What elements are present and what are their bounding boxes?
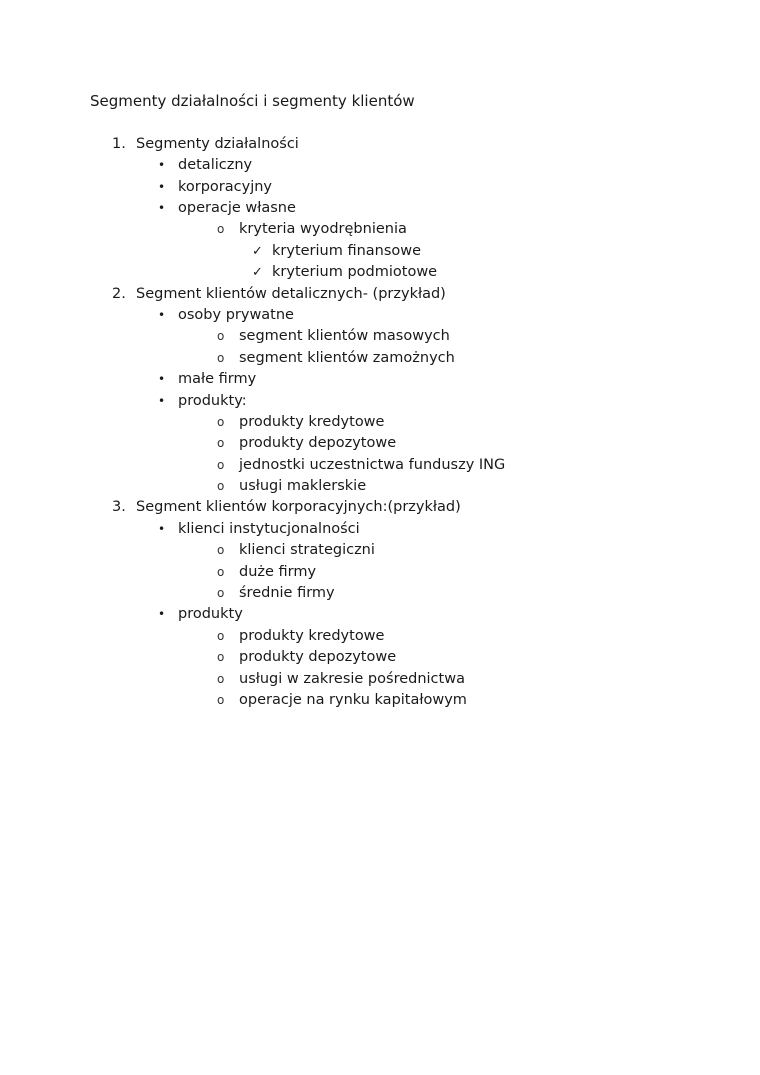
bullet-icon: •: [158, 372, 166, 386]
list-item: [252, 262, 437, 283]
circle-bullet-icon: o: [217, 650, 225, 664]
list-item-text: średnie firmy: [239, 585, 335, 601]
circle-bullet-icon: o: [217, 693, 225, 707]
list-item-text: produkty depozytowe: [239, 649, 397, 665]
list-item: [217, 219, 407, 240]
bullet-icon: •: [158, 308, 166, 322]
list-item-text: produkty depozytowe: [239, 435, 397, 451]
list-item: [217, 433, 396, 454]
list-item-text: jednostki uczestnictwa funduszy ING: [239, 457, 506, 473]
list-item-text: kryterium finansowe: [272, 243, 422, 259]
circle-bullet-icon: o: [217, 565, 225, 579]
circle-bullet-icon: o: [217, 351, 225, 365]
list-item: [158, 155, 252, 176]
list-item: [158, 305, 294, 326]
circle-bullet-icon: o: [217, 436, 225, 450]
section-1-heading: [112, 134, 299, 155]
list-item: [217, 540, 375, 561]
list-item: [158, 177, 272, 198]
list-item: [158, 369, 256, 390]
bullet-icon: •: [158, 180, 166, 194]
list-item: [252, 241, 421, 262]
list-item-text: produkty:: [178, 393, 247, 409]
bullet-icon: •: [158, 607, 166, 621]
circle-bullet-icon: o: [217, 329, 225, 343]
list-item-text: klienci strategiczni: [239, 542, 375, 558]
section-1-title: Segmenty działalności: [136, 136, 299, 152]
list-item-text: segment klientów zamożnych: [239, 350, 455, 366]
list-item: [217, 476, 366, 497]
list-item: [217, 348, 455, 369]
list-item-text: osoby prywatne: [178, 307, 294, 323]
list-item-text: kryteria wyodrębnienia: [239, 221, 407, 237]
circle-bullet-icon: o: [217, 222, 225, 236]
list-item-text: usługi maklerskie: [239, 478, 367, 494]
document-title: Segmenty działalności i segmenty klientów: [90, 92, 415, 110]
list-item: [217, 412, 384, 433]
list-item: [217, 562, 316, 583]
section-3-heading: [112, 497, 461, 518]
bullet-icon: •: [158, 522, 166, 536]
list-item: [217, 583, 335, 604]
list-item-text: małe firmy: [178, 371, 257, 387]
list-item: [217, 326, 450, 347]
section-2-title: Segment klientów detalicznych- (przykład): [136, 286, 446, 302]
section-2-heading: [112, 284, 446, 305]
circle-bullet-icon: o: [217, 586, 225, 600]
bullet-icon: •: [158, 201, 166, 215]
list-item: [217, 647, 396, 668]
bullet-icon: •: [158, 158, 166, 172]
circle-bullet-icon: o: [217, 672, 225, 686]
checkmark-icon: ✓: [252, 244, 263, 259]
list-item-text: produkty kredytowe: [239, 628, 385, 644]
list-item-text: usługi w zakresie pośrednictwa: [239, 671, 465, 687]
list-item: [217, 669, 465, 690]
list-number: 2.: [112, 286, 126, 302]
list-item: [217, 455, 505, 476]
list-item-text: segment klientów masowych: [239, 328, 450, 344]
list-item-text: kryterium podmiotowe: [272, 264, 438, 280]
list-item: [217, 690, 467, 711]
list-item: [158, 604, 243, 625]
circle-bullet-icon: o: [217, 479, 225, 493]
list-item-text: korporacyjny: [178, 179, 272, 195]
circle-bullet-icon: o: [217, 415, 225, 429]
list-item-text: operacje własne: [178, 200, 296, 216]
list-number: 3.: [112, 499, 126, 515]
list-item: [158, 198, 296, 219]
list-number: 1.: [112, 136, 126, 152]
list-item-text: detaliczny: [178, 157, 253, 173]
checkmark-icon: ✓: [252, 265, 263, 280]
list-item-text: produkty kredytowe: [239, 414, 385, 430]
list-item-text: klienci instytucjonalności: [178, 521, 360, 537]
section-3-title: Segment klientów korporacyjnych:(przykład): [136, 499, 461, 515]
circle-bullet-icon: o: [217, 458, 225, 472]
list-item-text: produkty: [178, 606, 243, 622]
list-item-text: duże firmy: [239, 564, 317, 580]
list-item: [217, 626, 384, 647]
list-item: [158, 519, 360, 540]
bullet-icon: •: [158, 394, 166, 408]
circle-bullet-icon: o: [217, 543, 225, 557]
list-item-text: operacje na rynku kapitałowym: [239, 692, 467, 708]
circle-bullet-icon: o: [217, 629, 225, 643]
list-item: [158, 391, 247, 412]
